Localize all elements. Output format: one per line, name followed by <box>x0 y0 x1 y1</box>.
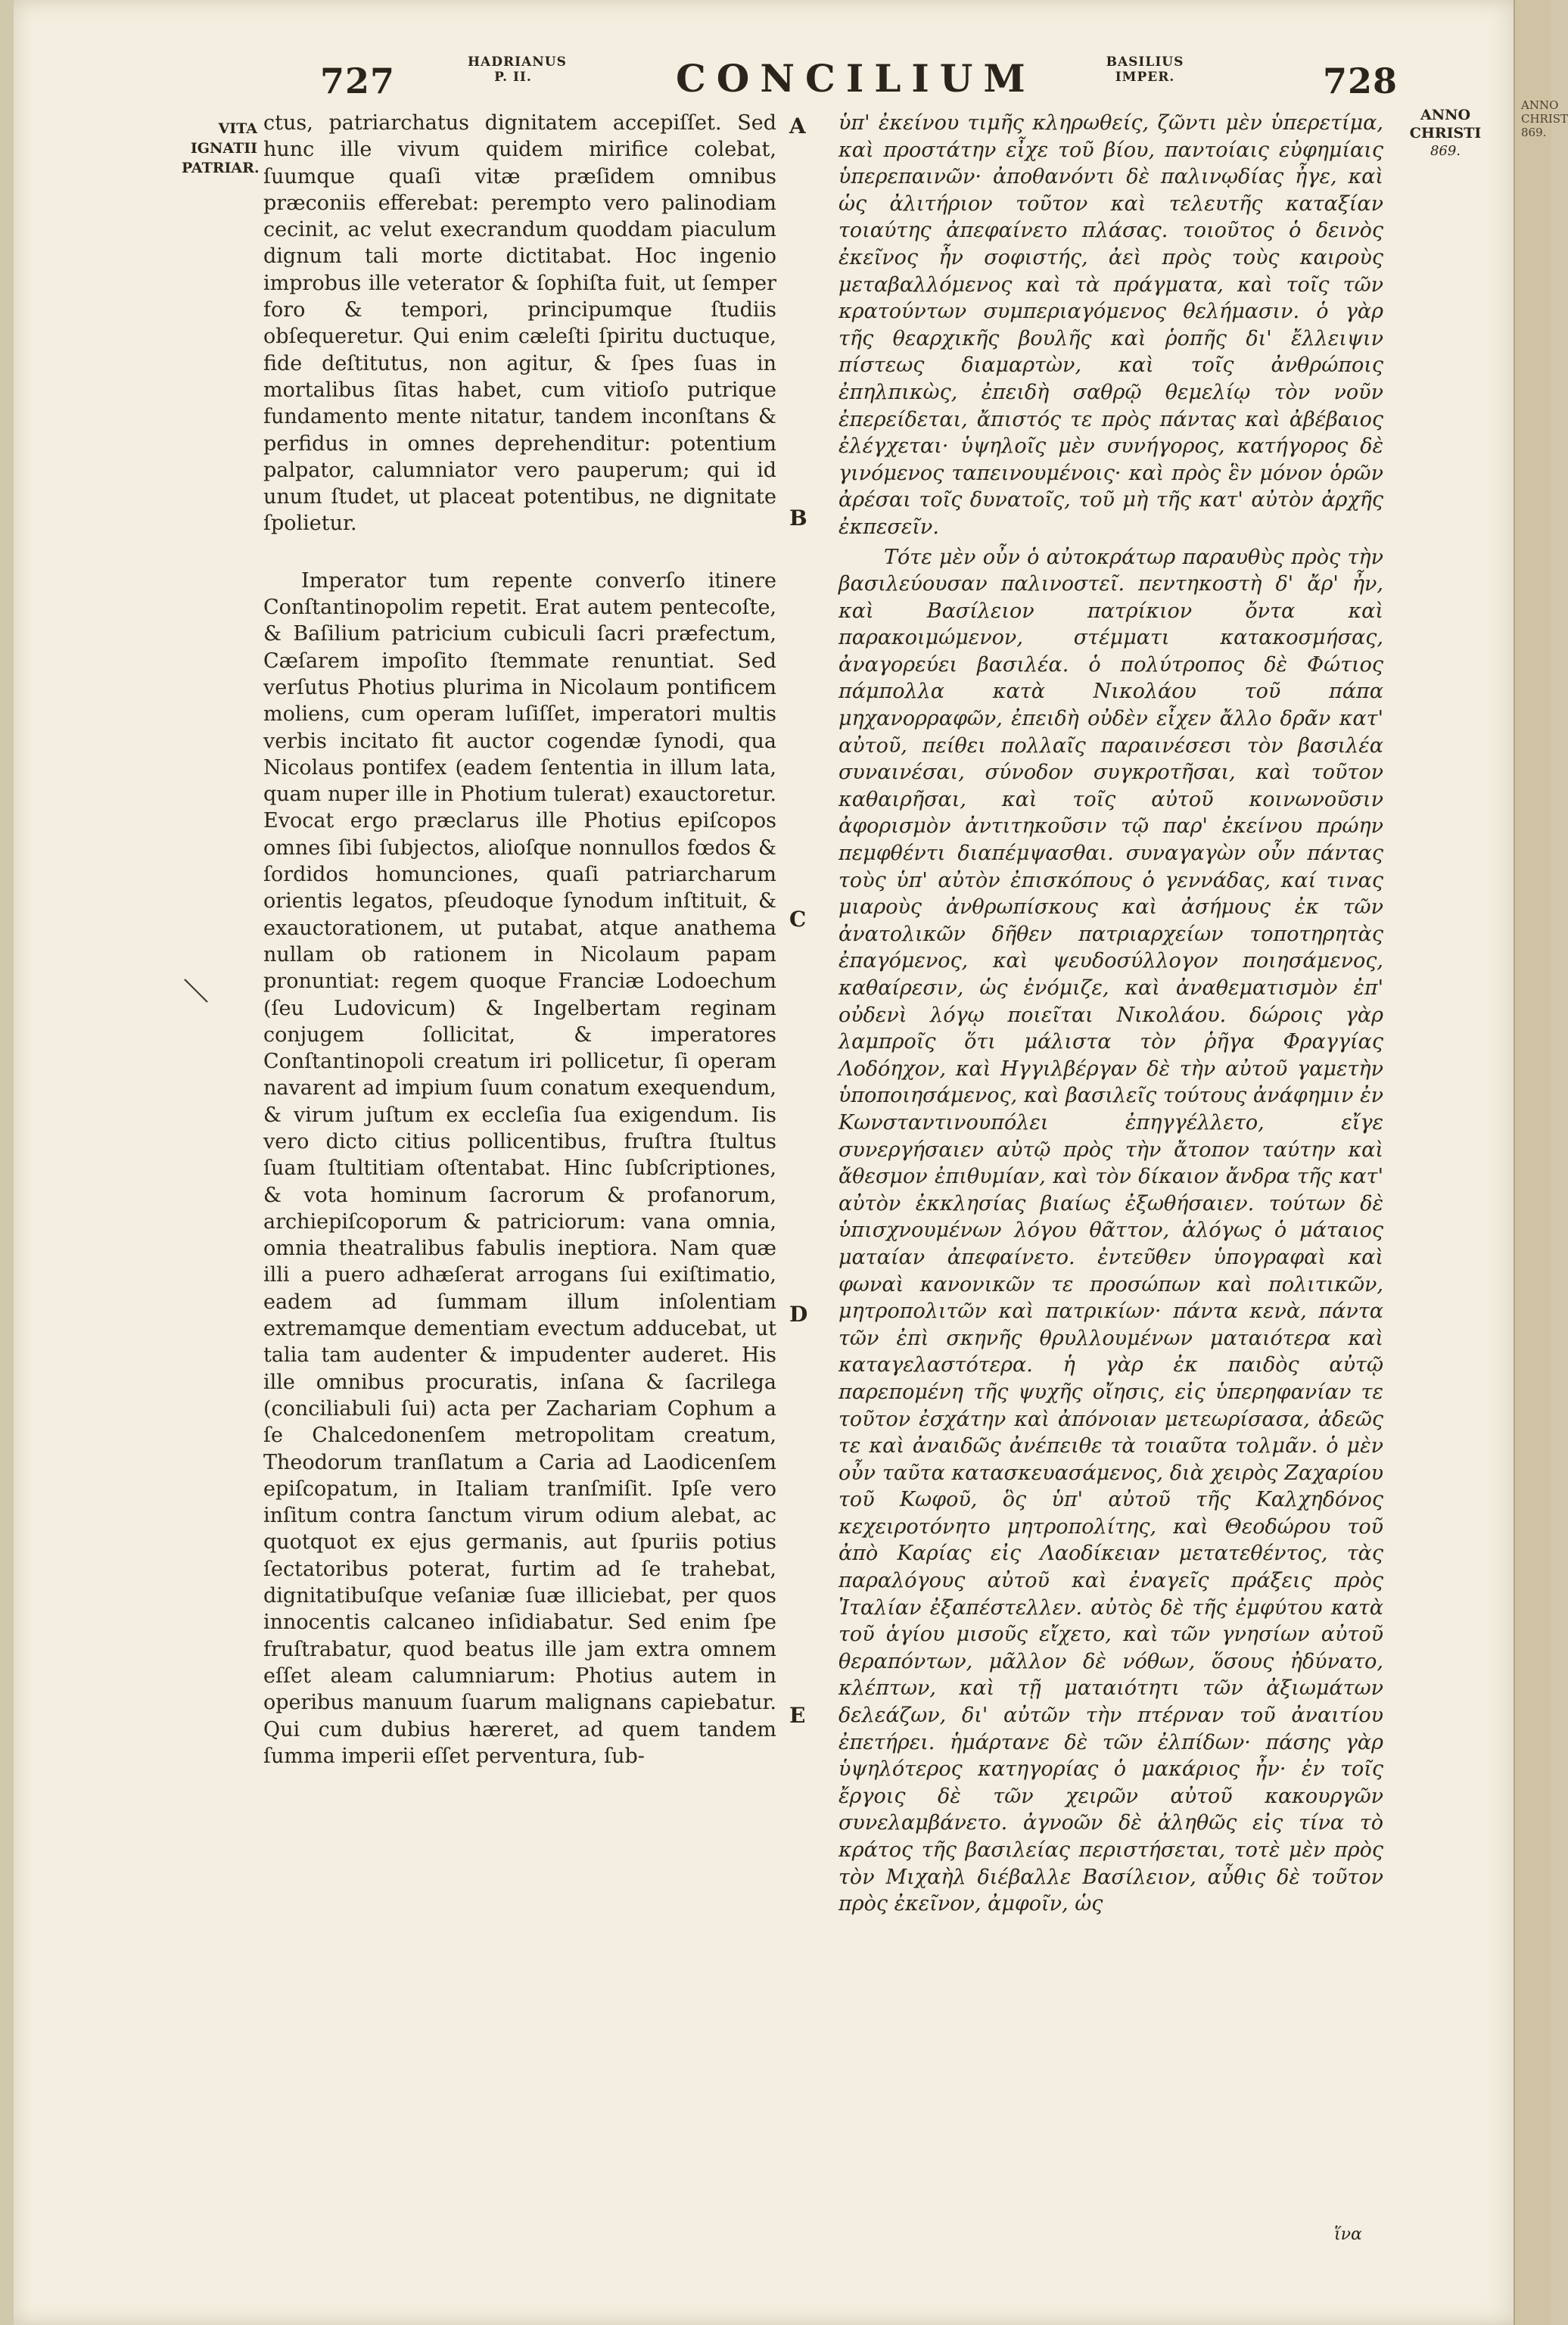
latin-paragraph-2: Imperator tum repente converſo itinere Conſtantinopolim repetit. Erat autem pentecoſte, & Baſilium patricium cubiculi ſacri præfectum, Cæſarem impoſito ſtemmate renuntiat. Sed verſutus Photius plurima in Nicolaum pontificem moliens, cum operam luſiſſet, imperatori multis verbis incitato fit auctor cogendæ ſynodi, qua Nicolaus pontifex (eadem ſententia in illum lata, quam nuper ille in Photium tulerat) exauctoretur. Evocat ergo præclarus ille Photius epiſcopos omnes ſibi ſubjectos, alioſque nonnullos fœdos & ſordidos homunciones, quaſi patriarcharum orientis legatos, pſeudoque ſynodum inſtituit, & exauctorationem, ut putabat, atque anathema nullam ob rationem in Nicolaum papam pronuntiat: regem quoque Franciæ Lodoechum (ſeu Ludovicum) & Ingelbertam reginam conjugem ſollicitat, & imperatores Conſtantinopoli creatum iri pollicetur, ſi operam navarent ad impium ſuum conatum exequendum, & virum juſtum ex eccleſia ſua exigendum. Iis vero dicto citius pollicentibus, fruſtra ſtultus ſuam ſtultitiam oſtentabat. Hinc ſubſcriptiones, & vota hominum ſacrorum & profanorum, archiepiſcoporum & patriciorum: vana omnia, omnia theatralibus fabulis ineptiora. Nam quæ illi a puero adhæſerat arrogans ſui exiſtimatio, eadem ad ſummam illum inſolentiam extremamque dementiam evectum adducebat, ut talia tam audenter & impudenter auderet. His ille omnibus procuratis, inſana & ſacrilega (conciliabuli ſui) acta per Zachariam Cophum a ſe Chalcedonenſem metropolitam creatum, Theodorum tranſlatum a Caria ad Laodicenſem epiſcopatum, in Italiam tranſmiſit. Ipſe vero inſitum contra ſanctum virum odium alebat, ac quotquot ex ejus germanis, aut ſpuriis potius ſectatoribus poterat, furtim ad ſe trahebat, dignitatibuſque veſaniæ ſuæ illiciebat, per quos innocentis calcaneo inſidiabatur. Sed enim ſpe fruſtrabatur, quod beatus ille jam extra omnem eſſet aleam calumniarum: Photius autem in operibus manuum ſuarum malignans capiebatur. Qui cum dubius hæreret, ad quem tandem ſumma imperii eſſet perventura, ſub- <box>263 568 776 1768</box>
greek-paragraph-2: Τότε μὲν οὖν ὁ αὐτοκράτωρ παραυθὺς πρὸς τὴν βασιλεύουσαν παλινοστεῖ. πεντηκοστὴ δ' ἄρ' ἦν, καὶ Βασίλειον πατρίκιον ὄντα καὶ παρακοιμώμενον, στέμματι κατακοσμήσας, ἀναγορεύει βασιλέα. ὁ πολύτροπος δὲ Φώτιος πάμπολλα κατὰ Νικολάου τοῦ πάπα μηχανορραφῶν, ἐπειδὴ οὐδὲν εἶχεν ἄλλο δρᾶν κατ' αὐτοῦ, πείθει πολλαῖς παραινέσεσι τὸν βασιλέα συναινέσαι, σύνοδον συγκροτῆσαι, καὶ τοῦτον καθαιρῆσαι, καὶ τοῖς αὐτοῦ κοινωνοῦσιν ἀφορισμὸν ἀντιτηκοῦσιν τῷ παρ' ἐκείνου πρώην πεμφθέντι διαπέμψασθαι. συναγαγὼν οὖν πάντας τοὺς ὑπ' αὐτὸν ἐπισκόπους ὁ γεννάδας, καί τινας μιαροὺς ἀνθρωπίσκους καὶ ἀσήμους ἐκ τῶν ἀνατολικῶν δῆθεν πατριαρχείων τοποτηρητὰς ἐπαγόμενος, καὶ ψευδοσύλλογον ποιησάμενος, καθαίρεσιν, ὡς ἐνόμιζε, καὶ ἀναθεματισμὸν ἐπ' οὐδενὶ λόγῳ ποιεῖται Νικολάου. δώροις γὰρ λαμπροῖς ὅτι μάλιστα τὸν ῥῆγα Φραγγίας Λοδόηχον, καὶ Ηγγιλβέργαν δὲ τὴν αὐτοῦ γαμετὴν ὑποποιησάμενος, καὶ βασιλεῖς τούτους ἀνάφημιν ἐν Κωνσταντινουπόλει ἐπηγγέλλετο, εἴγε συνεργήσαιεν αὐτῷ πρὸς τὴν ἄτοπον ταύτην καὶ ἄθεσμον ἐπιθυμίαν, καὶ τὸν δίκαιον ἄνδρα τῆς κατ' αὐτὸν ἐκκλησίας βιαίως ἐξωθήσαιεν. τούτων δὲ ὑπισχνουμένων λόγου θᾶττον, ἀλόγως ὁ μάταιος ματαίαν ἀπεφαίνετο. ἐντεῦθεν ὑπογραφαὶ καὶ φωναὶ κανονικῶν τε προσώπων καὶ πολιτικῶν, μητροπολιτῶν καὶ πατρικίων· πάντα κενὰ, πάντα τῶν ἐπὶ σκηνῆς θρυλλουμένων ματαιότερα καὶ καταγελαστότερα. ἡ γὰρ ἐκ παιδὸς αὐτῷ παρεπομένη τῆς ψυχῆς οἴησις, εἰς ὑπερηφανίαν τε τοῦτον ἐσχάτην καὶ ἀπόνοιαν μετεωρίσασα, ἀδεῶς τε καὶ ἀναιδῶς ἀνέπειθε τὰ τοιαῦτα τολμᾶν. ὁ μὲν οὖν ταῦτα κατασκευασάμενος, διὰ χειρὸς Ζαχαρίου τοῦ Κωφοῦ, ὃς ὑπ' αὐτοῦ τῆς Καλχηδόνος κεχειροτόνητο μητροπολίτης, καὶ Θεοδώρου τοῦ ἀπὸ Καρίας εἰς Λαοδίκειαν μετατεθέντος, τὰς παραλόγους αὐτοῦ καὶ ἐναγεῖς πράξεις πρὸς Ἰταλίαν ἐξαπέστελλεν. αὐτὸς δὲ τῆς ἐμφύτου κατὰ τοῦ ἁγίου μισοῦς εἴχετο, καὶ τῶν γνησίων αὐτοῦ θεραπόντων, μᾶλλον δὲ νόθων, ὅσους ἠδύνατο, κλέπτων, καὶ τῇ ματαιότητι τῶν ἀξιωμάτων δελεάζων, δι' αὐτῶν τὴν πτέρναν τοῦ ἀναιτίου ἐπετήρει. ἡμάρτανε δὲ τῶν ἐλπίδων· πάσης γὰρ ὑψηλότερος κατηγορίας ὁ μακάριος ἦν· ἐν τοῖς ἔργοις δὲ τῶν χειρῶν αὐτοῦ κακουργῶν συνελαμβάνετο. ἀγνοῶν δὲ ἀληθῶς εἰς τίνα τὸ κράτος τῆς βασιλείας περιστήσεται, τοτὲ μὲν πρὸς τὸν Μιχαὴλ διέβαλλε Βασίλειον, αὖθις δὲ τοῦτον πρὸς ἐκεῖνον, ἀμφοῖν, ὡς <box>838 545 1383 1916</box>
greek-column <box>838 110 1383 1918</box>
margin-note-left <box>182 119 260 178</box>
running-head-right <box>1092 54 1198 85</box>
page-header <box>14 45 1523 106</box>
next-page-fragment: ANNO CHRIST 869. <box>1521 98 1568 139</box>
book-page <box>14 0 1523 2325</box>
margin-note-right-line1: ANNO <box>1420 107 1471 123</box>
running-head-right-line1: BASILIUS <box>1106 54 1184 70</box>
margin-note-left-line3: PATRIAR. <box>182 160 260 176</box>
running-head-left-line2: P. II. <box>494 70 532 85</box>
greek-paragraph-1: ὑπ' ἐκείνου τιμῆς κληρωθείς, ζῶντι μὲν ὑπερετίμα, καὶ προστάτην εἶχε τοῦ βίου, παντοίαις εὐφημίαις ὑπερεπαινῶν· ἀποθανόντι δὲ παλινῳδίας ἦγε, καὶ ὡς ἀλιτήριον τοῦτον καὶ τελευτῆς καταξίαν τοιαύτης ἀπεφαίνετο πλάσας. τοιοῦτος ὁ δεινὸς ἐκεῖνος ἦν σοφιστής, ἀεὶ πρὸς τοὺς καιροὺς μεταβαλλόμενος καὶ τὰ πράγματα, καὶ τοῖς τῶν κρατούντων συμπεριαγόμενος θελήμασιν. ὁ γὰρ τῆς θεαρχικῆς βουλῆς καὶ ῥοπῆς δι' ἔλλειψιν πίστεως διαμαρτὼν, καὶ τοῖς ἀνθρώποις ἐπηλπικὼς, ἐπειδὴ σαθρῷ θεμελίῳ τὸν νοῦν ἐπερείδεται, ἄπιστός τε πρὸς πάντας καὶ ἀβέβαιος ἐλέγχεται· ὑψηλοῖς μὲν συνήγορος, κατήγορος δὲ γινόμενος ταπεινουμένοις· καὶ πρὸς ἓν μόνον ὁρῶν ἀρέσαι τοῖς δυνατοῖς, τοῦ μὴ τῆς κατ' αὐτὸν ἀρχῆς ἐκπεσεῖν. <box>838 111 1383 539</box>
page-number-left: 727 <box>320 61 396 101</box>
next-page-edge <box>1514 0 1568 2325</box>
margin-note-left-line2: IGNATII <box>190 140 257 157</box>
pen-mark-icon <box>182 976 212 1007</box>
page-title: CONCILIUM <box>676 56 1036 101</box>
page-number-right: 728 <box>1323 61 1398 101</box>
margin-note-right-line2: CHRISTI <box>1409 125 1482 142</box>
section-letter-a: A <box>789 114 806 139</box>
margin-note-right-year: 869. <box>1430 143 1461 159</box>
running-head-right-line2: IMPER. <box>1115 70 1175 85</box>
latin-column <box>263 110 776 1769</box>
latin-paragraph-1: ctus, patriarchatus dignitatem accepiſſet. Sed hunc ille vivum quidem mirifice colebat, ſuumque quaſi vitæ præſidem omnibus præconiis efferebat: perempto vero palinodiam cecinit, ac velut execrandum quoddam piaculum dignum tali morte dictitabat. Hoc ingenio improbus ille veterator & ſophiſta fuit, ut ſemper foro & tempori, principumque ſtudiis obſequeretur. Qui enim cæleſti ſpiritu ductuque, fide deſtitutus, non agitur, & ſpes ſuas in mortalibus ſitas habet, cum vitioſo putrique fundamento mente nitatur, tandem inconſtans & perfidus in omnes deprehenditur: potentium palpator, calumniator vero pauperum; qui id unum ſtudet, ut placeat potentibus, ne dignitate ſpolietur. <box>263 111 776 536</box>
section-letter-d: D <box>789 1302 808 1327</box>
margin-note-left-line1: VITA <box>218 120 257 137</box>
section-letter-c: C <box>789 907 807 932</box>
running-head-left-line1: HADRIANUS <box>468 54 567 70</box>
running-head-left <box>468 54 567 85</box>
section-letter-e: E <box>789 1703 806 1728</box>
section-letter-b: B <box>789 506 807 531</box>
catchword: ἵνα <box>1334 2225 1362 2244</box>
margin-note-right <box>1400 106 1491 160</box>
